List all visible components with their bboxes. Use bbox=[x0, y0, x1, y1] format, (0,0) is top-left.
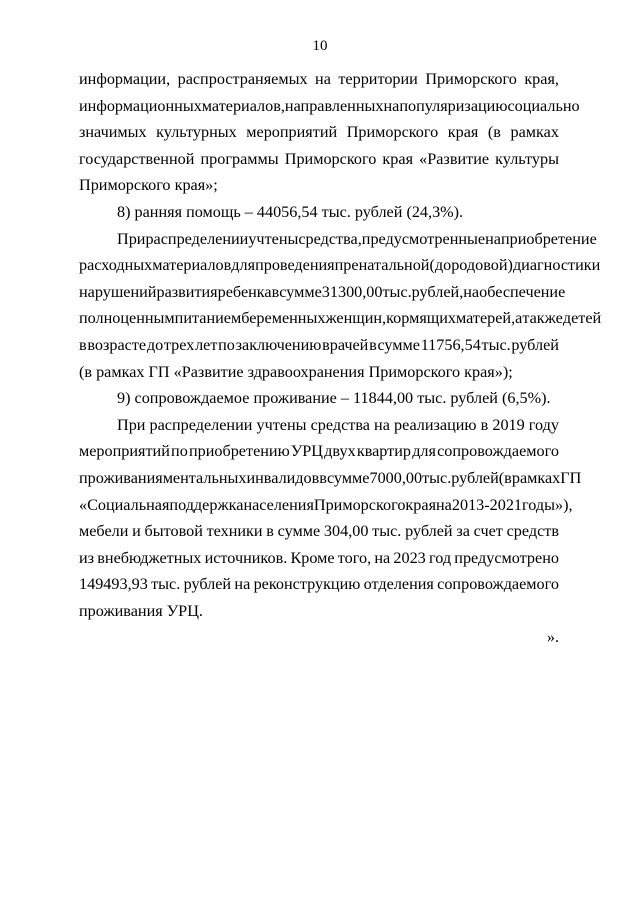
word: нарушений bbox=[79, 282, 157, 301]
document-body bbox=[79, 66, 602, 651]
word: диагностики bbox=[512, 256, 601, 275]
word: информации, bbox=[79, 70, 171, 88]
word: сопровождаемого bbox=[437, 575, 559, 594]
word: края bbox=[405, 495, 437, 514]
word: рамках bbox=[510, 123, 559, 142]
word: 304,00 bbox=[323, 522, 369, 541]
word: 31300,00 bbox=[321, 282, 383, 301]
word: на bbox=[234, 575, 251, 594]
word: (дородовой) bbox=[429, 256, 513, 275]
word: сумме bbox=[377, 335, 420, 354]
text-line bbox=[79, 279, 566, 306]
word: 11756,54 bbox=[420, 335, 481, 354]
word: сумме bbox=[279, 282, 322, 301]
word: заключению bbox=[235, 335, 322, 354]
word: государственной bbox=[79, 149, 195, 168]
word: 2019 bbox=[492, 415, 525, 434]
word: поддержка bbox=[169, 495, 244, 514]
word: по bbox=[171, 442, 188, 461]
word: рублей bbox=[183, 575, 232, 594]
word: лет bbox=[195, 335, 218, 354]
word: популяризацию bbox=[399, 96, 508, 115]
word: распределении bbox=[149, 415, 253, 434]
word: источников. bbox=[204, 548, 288, 567]
word: сумме bbox=[326, 468, 370, 487]
text-line: (в рамках ГП «Развитие здравоохранения Приморского края»); bbox=[79, 362, 513, 381]
word: счет bbox=[473, 522, 503, 541]
word: средства, bbox=[298, 229, 362, 248]
word: учтены bbox=[248, 229, 299, 248]
word: развития bbox=[156, 282, 218, 301]
word: реализацию bbox=[393, 415, 477, 434]
word: на bbox=[315, 70, 331, 88]
word: распределении bbox=[145, 229, 249, 248]
word: предусмотрено bbox=[454, 548, 559, 567]
word: сумме bbox=[277, 522, 321, 541]
word: территории bbox=[338, 70, 418, 88]
word: сопровождаемого bbox=[437, 442, 559, 461]
word: 2023 bbox=[393, 548, 426, 567]
word: проведения bbox=[255, 256, 335, 275]
word: внебюджетных bbox=[97, 548, 202, 567]
word: предусмотренные bbox=[361, 229, 486, 248]
word: по bbox=[218, 335, 235, 354]
text-line: проживания УРЦ. bbox=[79, 601, 203, 620]
word: «Развитие bbox=[419, 149, 490, 168]
word: УРЦ bbox=[290, 442, 323, 461]
word: ментальных bbox=[162, 468, 247, 487]
word: приобретение bbox=[500, 229, 597, 248]
text-line bbox=[79, 93, 580, 120]
word: на bbox=[463, 282, 480, 301]
word: пренатальной bbox=[334, 256, 430, 275]
word: в bbox=[319, 468, 327, 487]
word: на bbox=[436, 495, 452, 514]
word: за bbox=[456, 522, 470, 541]
text-line bbox=[79, 518, 559, 545]
word: для bbox=[412, 442, 436, 461]
word: также bbox=[522, 309, 563, 328]
text-line bbox=[79, 305, 602, 332]
word: тыс. bbox=[151, 575, 181, 594]
word: рублей bbox=[405, 522, 453, 541]
word: (в bbox=[487, 123, 501, 142]
word: двух bbox=[324, 442, 356, 461]
word: края, bbox=[524, 70, 559, 88]
word: квартир bbox=[356, 442, 412, 461]
text-line bbox=[79, 119, 559, 146]
word: женщин, bbox=[325, 309, 387, 328]
word: Приморского bbox=[284, 149, 377, 168]
word: на bbox=[374, 415, 390, 434]
word: в bbox=[266, 522, 274, 541]
word: врачей bbox=[322, 335, 369, 354]
word: детей bbox=[562, 309, 602, 328]
word: 149493,93 bbox=[79, 575, 148, 594]
word: рублей, bbox=[411, 282, 464, 301]
word: на bbox=[485, 229, 501, 248]
word: в bbox=[480, 415, 489, 434]
word: Кроме bbox=[290, 548, 335, 567]
word: 2021 bbox=[489, 495, 523, 514]
word: обеспечение bbox=[479, 282, 566, 301]
word: рублей bbox=[511, 335, 559, 354]
text-line bbox=[79, 412, 559, 439]
word: беременных bbox=[241, 309, 326, 328]
word: населения bbox=[243, 495, 314, 514]
word: «Социальная bbox=[79, 495, 170, 514]
list-item-heading: 9) сопровождаемое проживание – 11844,00 тыс. рублей (6,5%). bbox=[117, 389, 551, 408]
word: питанием bbox=[174, 309, 242, 328]
word: тыс. bbox=[481, 335, 511, 354]
word: годы»), bbox=[522, 495, 573, 514]
text-line bbox=[79, 545, 559, 572]
word: отделения bbox=[363, 575, 434, 594]
word: того, bbox=[337, 548, 372, 567]
word: Приморского bbox=[425, 70, 517, 88]
word: Приморского bbox=[346, 123, 439, 142]
word: Приморского bbox=[313, 495, 406, 514]
list-item-heading: 8) ранняя помощь – 44056,54 тыс. рублей (24,3%). bbox=[117, 202, 464, 221]
text-line bbox=[79, 332, 559, 359]
word: культуры bbox=[495, 149, 559, 168]
word: направленных bbox=[284, 96, 384, 115]
word: социально bbox=[507, 96, 580, 115]
word: 2013 bbox=[451, 495, 485, 514]
word: в bbox=[369, 335, 377, 354]
word: информационных bbox=[79, 96, 202, 115]
word: мероприятий bbox=[79, 442, 170, 461]
text-line bbox=[79, 492, 573, 519]
word: бытовой bbox=[144, 522, 203, 541]
word: 7000,00 bbox=[369, 468, 423, 487]
word: инвалидов bbox=[246, 468, 320, 487]
word: ребенка bbox=[217, 282, 272, 301]
word: материалов, bbox=[201, 96, 285, 115]
word: тыс. bbox=[372, 522, 402, 541]
text-line: Приморского края»; bbox=[79, 176, 218, 195]
word: на bbox=[374, 548, 391, 567]
closing-quote: ». bbox=[546, 628, 559, 647]
word: распространяемых bbox=[177, 70, 308, 88]
word: средства bbox=[310, 415, 370, 434]
word: кормящих bbox=[386, 309, 456, 328]
word: реконструкцию bbox=[253, 575, 361, 594]
word: тыс. bbox=[382, 282, 412, 301]
text-line bbox=[79, 66, 559, 93]
word: культурных bbox=[156, 123, 237, 142]
word: полноценным bbox=[79, 309, 175, 328]
word: проживания bbox=[79, 468, 163, 487]
word: средств bbox=[506, 522, 559, 541]
word: программы bbox=[200, 149, 279, 168]
word: год bbox=[428, 548, 452, 567]
page-number: 10 bbox=[312, 38, 328, 54]
text-line bbox=[79, 226, 597, 253]
word: на bbox=[383, 96, 400, 115]
text-line bbox=[79, 252, 601, 279]
word: техники bbox=[206, 522, 263, 541]
word: матерей, bbox=[456, 309, 516, 328]
text-line bbox=[79, 146, 559, 173]
word: и bbox=[132, 522, 141, 541]
word: мероприятий bbox=[246, 123, 338, 142]
word: из bbox=[79, 548, 95, 567]
text-line bbox=[79, 438, 559, 465]
word: края bbox=[447, 123, 479, 142]
word: (в bbox=[498, 468, 512, 487]
word: тыс. bbox=[422, 468, 452, 487]
word: - bbox=[484, 495, 490, 514]
word: году bbox=[528, 415, 559, 434]
word: При bbox=[117, 229, 146, 248]
word: расходных bbox=[79, 256, 153, 275]
word: рамках bbox=[511, 468, 561, 487]
word: для bbox=[231, 256, 256, 275]
word: а bbox=[515, 309, 523, 328]
text-line bbox=[79, 571, 559, 598]
word: в bbox=[271, 282, 280, 301]
word: возрасте bbox=[87, 335, 147, 354]
word: приобретению bbox=[188, 442, 290, 461]
word: рублей bbox=[451, 468, 499, 487]
word: трех bbox=[163, 335, 195, 354]
word: мебели bbox=[79, 522, 129, 541]
word: При bbox=[117, 415, 146, 434]
text-line bbox=[79, 465, 582, 492]
word: до bbox=[146, 335, 164, 354]
word: в bbox=[79, 335, 87, 354]
word: учтены bbox=[256, 415, 307, 434]
word: ГП bbox=[560, 468, 582, 487]
word: края bbox=[382, 149, 414, 168]
word: значимых bbox=[79, 123, 147, 142]
word: материалов bbox=[152, 256, 232, 275]
